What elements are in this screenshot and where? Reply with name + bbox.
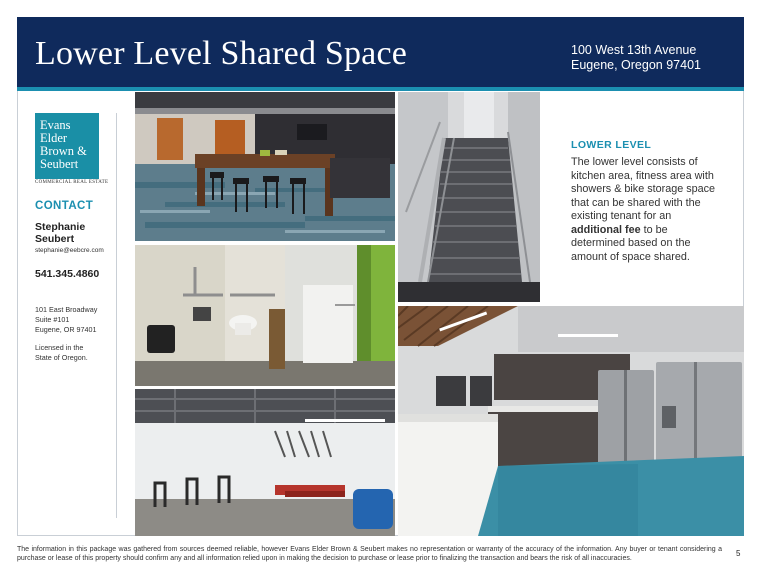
disclaimer: The information in this package was gathered from sources deemed reliable, however Evans Elder Brown & Seubert makes no representation or warranty of the accuracy of the information. Any buyer or tenant considering a purchase or lease of this property should confirm any and all information relied upon in making the decision to purchase or lease prior to finalizing the transaction and bears the risk of all inaccuracies. bbox=[17, 546, 722, 562]
lower-level-text-1: The lower level consists of kitchen area, fitness area with showers & bike storage space that can be shared with the existing tenant for an bbox=[571, 156, 716, 222]
logo-line-2: Elder bbox=[40, 131, 68, 145]
bathroom-illustration bbox=[135, 245, 395, 386]
additional-fee-text: additional fee bbox=[571, 223, 641, 236]
contact-email[interactable]: stephanie@eebcre.com bbox=[35, 247, 104, 254]
contact-phone[interactable]: 541.345.4860 bbox=[35, 268, 100, 280]
lower-level-description bbox=[571, 156, 721, 264]
logo-subtitle: COMMERCIAL REAL ESTATE bbox=[35, 180, 109, 185]
office-address-line-1: 101 East Broadway bbox=[35, 305, 98, 314]
kitchen-illustration bbox=[398, 306, 744, 536]
header-accent-rule bbox=[17, 87, 744, 91]
photo-bike-storage bbox=[135, 389, 395, 536]
stairs-illustration bbox=[398, 92, 540, 302]
page-number: 5 bbox=[736, 549, 741, 558]
property-address bbox=[571, 43, 701, 73]
office-address-line-2: Suite #101 bbox=[35, 315, 70, 324]
lounge-illustration bbox=[135, 92, 395, 241]
bike-storage-illustration bbox=[135, 389, 395, 536]
photo-lounge bbox=[135, 92, 395, 241]
company-logo bbox=[35, 113, 99, 179]
photo-kitchen bbox=[398, 306, 744, 536]
office-address-line-3: Eugene, OR 97401 bbox=[35, 325, 97, 334]
license-line-1: Licensed in the bbox=[35, 343, 84, 352]
page-title: Lower Level Shared Space bbox=[35, 35, 408, 72]
address-line-2: Eugene, Oregon 97401 bbox=[571, 58, 701, 72]
contact-heading: CONTACT bbox=[35, 200, 94, 212]
logo-line-4: Seubert bbox=[40, 157, 79, 171]
lower-level-text-2: to be determined based on the amount of space shared. bbox=[571, 223, 691, 263]
lower-level-heading: LOWER LEVEL bbox=[571, 139, 652, 151]
contact-office-address bbox=[35, 305, 115, 335]
sidebar-divider bbox=[116, 113, 117, 518]
logo-line-3: Brown & bbox=[40, 144, 87, 158]
license-note bbox=[35, 343, 115, 363]
license-line-2: State of Oregon. bbox=[35, 353, 88, 362]
contact-name: Stephanie Seubert bbox=[35, 221, 86, 245]
photo-stairs bbox=[398, 92, 540, 302]
photo-bathroom bbox=[135, 245, 395, 386]
address-line-1: 100 West 13th Avenue bbox=[571, 43, 697, 57]
logo-line-1: Evans bbox=[40, 118, 71, 132]
